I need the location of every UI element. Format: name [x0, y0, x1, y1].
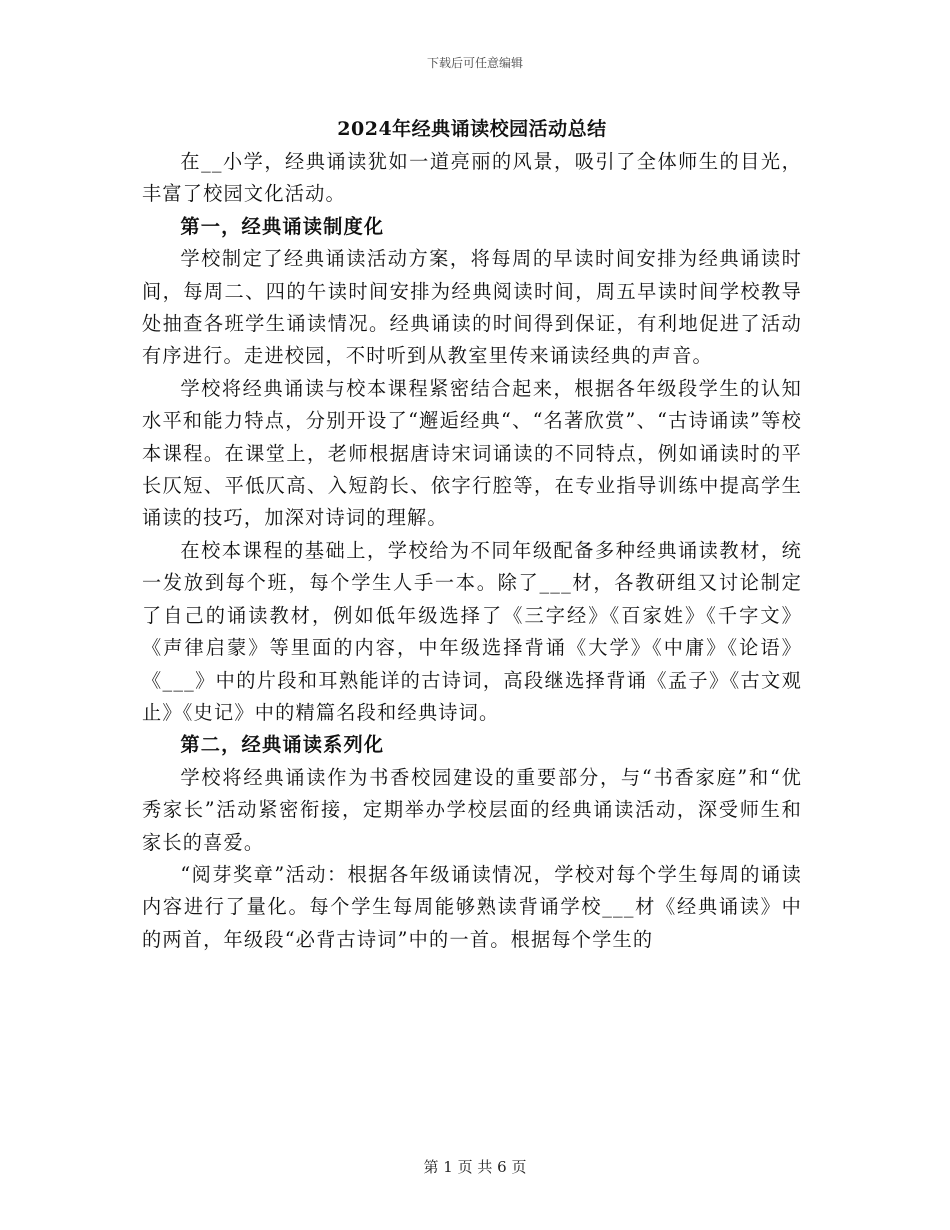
paragraph-badge: “阅芽奖章”活动：根据各年级诵读情况，学校对每个学生每周的诵读内容进行了量化。每个学生每周能够熟读背诵学校___材《经典诵读》中的两首，年级段“必背古诗词”中的一首。根据每个学生的: [142, 862, 802, 951]
section-heading-1: 第一，经典诵读制度化: [180, 214, 385, 238]
paragraph-materials: 在校本课程的基础上，学校给为不同年级配备多种经典诵读教材，统一发放到每个班，每个学生人手一本。除了___材，各教研组又讨论制定了自己的诵读教材，例如低年级选择了《三字经》《百家姓》《千字文》《声律启蒙》等里面的内容，中年级选择背诵《大学》《中庸》《论语》《___》中的片段和耳熟能详的古诗词，高段继选择背诵《孟子》《古文观止》《史记》中的精篇名段和经典诗词。: [142, 538, 802, 724]
page-number: 第 1 页 共 6 页: [423, 1158, 527, 1176]
paragraph-intro: 在__小学，经典诵读犹如一道亮丽的风景，吸引了全体师生的目光，丰富了校园文化活动。: [142, 150, 802, 206]
section-heading-2: 第二，经典诵读系列化: [180, 733, 385, 757]
document-body: [142, 116, 802, 956]
document-title: 2024年经典诵读校园活动总结: [337, 118, 607, 140]
paragraph-schedule: 学校制定了经典诵读活动方案，将每周的早读时间安排为经典诵读时间，每周二、四的午读时间安排为经典阅读时间，周五早读时间学校教导处抽查各班学生诵读情况。经典诵读的时间得到保证，有利地促进了活动有序进行。走进校园，不时听到从教室里传来诵读经典的声音。: [142, 247, 802, 368]
paragraph-courses: 学校将经典诵读与校本课程紧密结合起来，根据各年级段学生的认知水平和能力特点，分别开设了“邂逅经典“、“名著欣赏”、“古诗诵读”等校本课程。在课堂上，老师根据唐诗宋词诵读的不同特点，例如诵读时的平长仄短、平低仄高、入短韵长、依字行腔等，在专业指导训练中提高学生诵读的技巧，加深对诗词的理解。: [142, 376, 802, 530]
paragraph-activities: 学校将经典诵读作为书香校园建设的重要部分，与“书香家庭”和“优秀家长”活动紧密衔接，定期举办学校层面的经典诵读活动，深受师生和家长的喜爱。: [142, 765, 802, 854]
header-note: 下载后可任意编辑: [426, 56, 523, 70]
